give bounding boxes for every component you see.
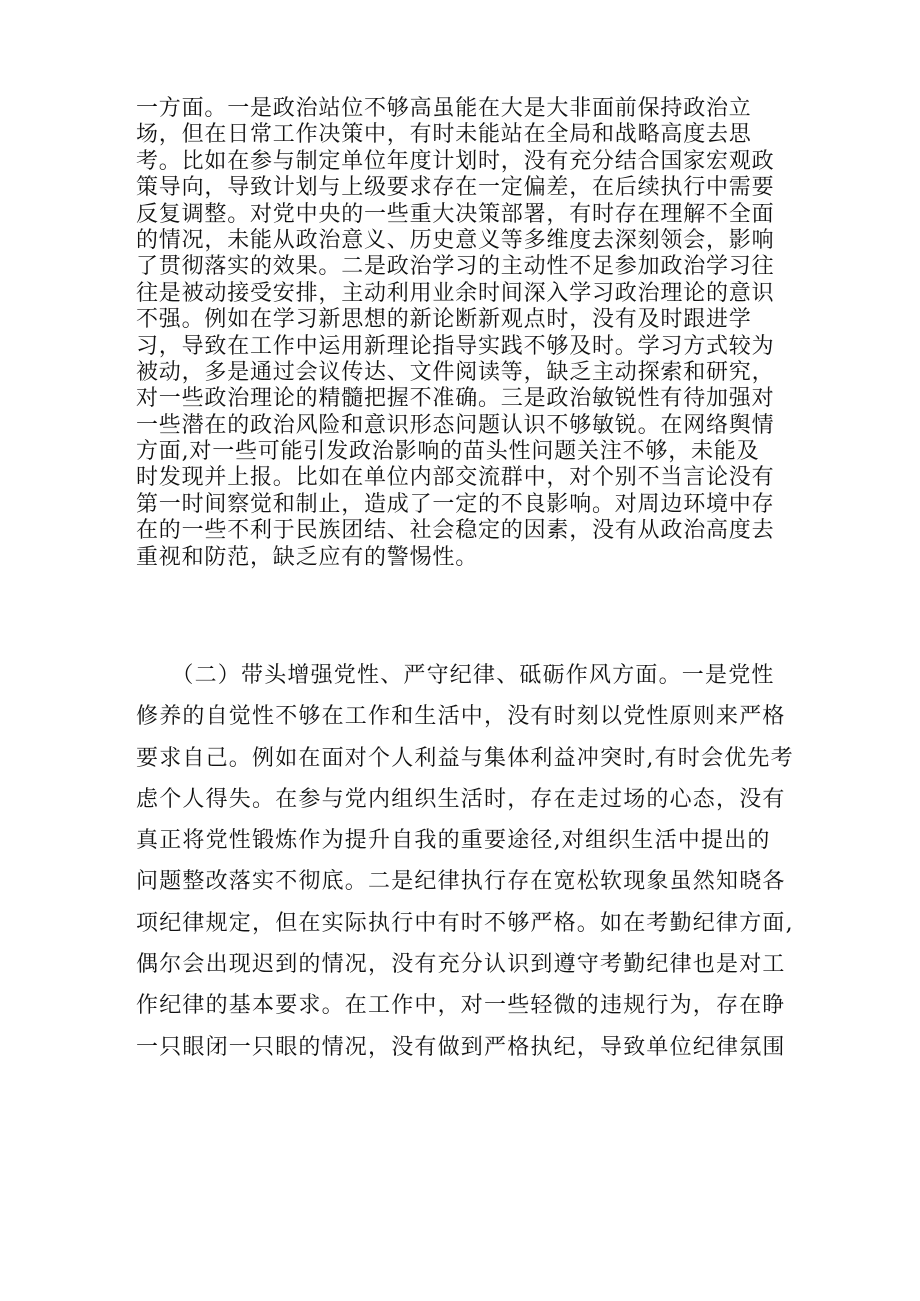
text-line: 项纪律规定，但在实际执行中有时不够严格。如在考勤纪律方面, <box>136 910 794 936</box>
text-line: 场，但在日常工作决策中，有时未能站在全局和战略高度去思 <box>136 122 752 148</box>
text-line: 虑个人得失。在参与党内组织生活时，存在走过场的心态，没有 <box>136 786 786 812</box>
text-line: （二）带头增强党性、严守纪律、砥砺作风方面。一是党性 <box>136 663 775 688</box>
text-line: 作纪律的基本要求。在工作中，对一些轻微的违规行为，存在睁 <box>136 993 786 1019</box>
text-line: 策导向，导致计划与上级要求存在一定偏差，在后续执行中需要 <box>136 175 775 201</box>
text-line: 被动，多是通过会议传达、文件阅读等，缺乏主动探索和研究， <box>136 359 775 385</box>
text-line: 反复调整。对党中央的一些重大决策部署，有时存在理解不全面 <box>136 201 775 227</box>
text-line: 第一时间察觉和制止，造成了一定的不良影响。对周边环境中存 <box>136 491 775 517</box>
text-line: 要求自己。例如在面对个人利益与集体利益冲突时,有时会优先考 <box>136 745 794 771</box>
text-line: 偶尔会出现迟到的情况，没有充分认识到遵守考勤纪律也是对工 <box>136 952 786 978</box>
text-line: 问题整改落实不彻底。二是纪律执行存在宽松软现象虽然知晓各 <box>136 869 786 895</box>
text-line: 对一些政治理论的精髓把握不准确。三是政治敏锐性有待加强对 <box>136 386 775 412</box>
text-line: 方面,对一些可能引发政治影响的苗头性问题关注不够，未能及 <box>136 439 760 465</box>
text-line: 修养的自觉性不够在工作和生活中，没有时刻以党性原则来严格 <box>136 704 786 730</box>
text-line: 往是被动接受安排，主动利用业余时间深入学习政治理论的意识 <box>136 280 775 306</box>
text-line: 不强。例如在学习新思想的新论断新观点时，没有及时跟进学 <box>136 307 752 333</box>
paragraph-section-2 <box>136 655 796 1068</box>
text-line: 在的一些不利于民族团结、社会稳定的因素，没有从政治高度去 <box>136 518 775 544</box>
text-line: 时发现并上报。比如在单位内部交流群中，对个别不当言论没有 <box>136 465 775 491</box>
text-line: 一方面。一是政治站位不够高虽能在大是大非面前保持政治立 <box>136 96 752 121</box>
text-line: 了贯彻落实的效果。二是政治学习的主动性不足参加政治学习往 <box>136 254 775 280</box>
paragraph-section-1 <box>136 96 796 571</box>
text-line: 重视和防范，缺乏应有的警惕性。 <box>136 544 479 570</box>
text-line: 考。比如在参与制定单位年度计划时，没有充分结合国家宏观政 <box>136 148 775 174</box>
text-line: 习，导致在工作中运用新理论指导实践不够及时。学习方式较为 <box>136 333 775 359</box>
text-line: 一些潜在的政治风险和意识形态问题认识不够敏锐。在网络舆情 <box>136 412 775 438</box>
text-line: 一只眼闭一只眼的情况，没有做到严格执纪，导致单位纪律氛围 <box>136 1034 786 1060</box>
text-line: 的情况，未能从政治意义、历史意义等多维度去深刻领会，影响 <box>136 227 775 253</box>
text-line: 真正将党性锻炼作为提升自我的重要途径,对组织生活中提出的 <box>136 828 771 854</box>
